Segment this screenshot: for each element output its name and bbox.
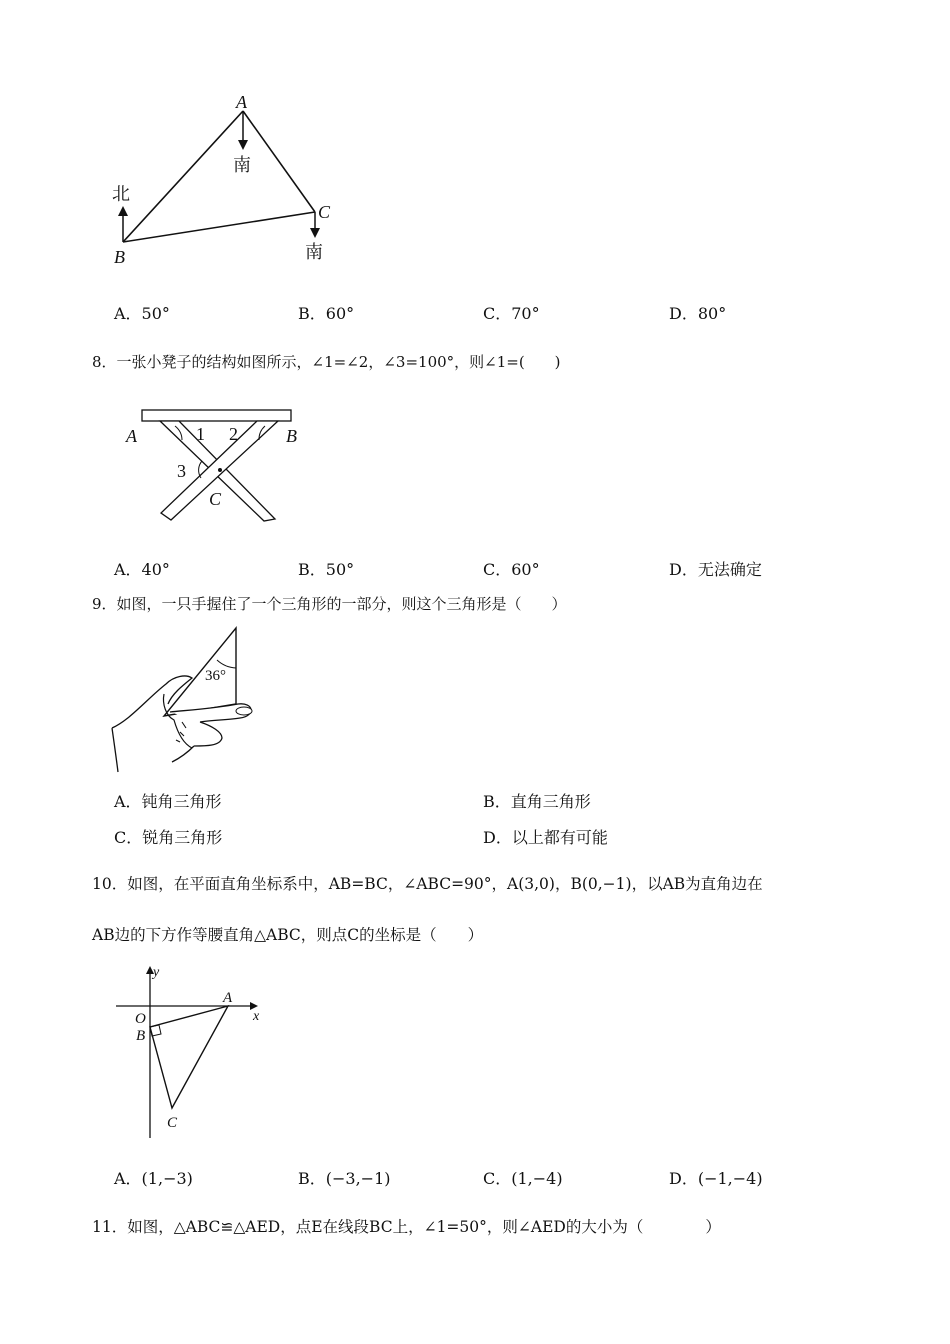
- q10-option-c[interactable]: C．(1,−4): [483, 1169, 563, 1188]
- q7-option-c[interactable]: C．70°: [483, 304, 540, 323]
- south-label-c: 南: [305, 242, 323, 263]
- q9-option-b[interactable]: B．直角三角形: [483, 792, 591, 811]
- figure-q7-triangle: [100, 88, 340, 273]
- q10-stem-line2: AB边的下方作等腰直角△ABC，则点C的坐标是（ ）: [92, 926, 484, 944]
- q10-text-line1: 如图，在平面直角坐标系中，AB=BC，∠ABC=90°，A(3,0)，B(0,−1)，以AB为直角边在: [127, 875, 763, 893]
- vertex-c-label: C: [318, 202, 331, 222]
- angle-36-label: 36°: [205, 668, 226, 684]
- q8-option-b[interactable]: B．50°: [298, 560, 355, 579]
- angle-1-label: 1: [196, 424, 205, 444]
- q11-stem: [92, 1217, 721, 1237]
- q8-option-d[interactable]: D．无法确定: [669, 560, 762, 579]
- q9-option-a[interactable]: A．钝角三角形: [114, 792, 222, 811]
- q8-stem: [92, 352, 561, 372]
- q11-text: 如图，△ABC≌△AED，点E在线段BC上，∠1=50°，则∠AED的大小为（ ）: [127, 1218, 721, 1236]
- stool-a-label: A: [126, 426, 137, 446]
- angle-3-label: 3: [177, 461, 186, 481]
- q8-number: 8．: [92, 353, 117, 371]
- q7-option-d[interactable]: D．80°: [669, 304, 727, 323]
- axis-y-label: y: [153, 965, 160, 980]
- vertex-a-label: A: [236, 92, 247, 112]
- origin-o-label: O: [135, 1011, 146, 1027]
- point-b-label: B: [136, 1028, 146, 1044]
- q7-option-b[interactable]: B．60°: [298, 304, 355, 323]
- q10-option-d[interactable]: D．(−1,−4): [669, 1169, 763, 1188]
- point-a-label: A: [223, 990, 233, 1006]
- q9-stem: [92, 594, 567, 614]
- q7-option-a[interactable]: A．50°: [114, 304, 170, 323]
- q9-option-d[interactable]: D．以上都有可能: [483, 828, 608, 847]
- point-c-label: C: [167, 1115, 178, 1131]
- stool-b-label: B: [286, 426, 297, 446]
- q9-text: 如图，一只手握住了一个三角形的一部分，则这个三角形是（ ）: [116, 595, 567, 613]
- south-label-a: 南: [233, 155, 251, 176]
- stool-c-label: C: [209, 489, 222, 509]
- q8-option-c[interactable]: C．60°: [483, 560, 540, 579]
- figure-q10-coordinate-plane: [110, 960, 280, 1145]
- q10-stem-line1: [92, 874, 763, 894]
- north-label: 北: [112, 184, 130, 205]
- axis-x-label: x: [253, 1009, 260, 1024]
- figure-q8-stool: [120, 400, 320, 530]
- q9-number: 9．: [92, 595, 117, 613]
- q8-text: 一张小凳子的结构如图所示，∠1=∠2，∠3=100°，则∠1=( ): [116, 353, 561, 371]
- q9-option-c[interactable]: C．锐角三角形: [114, 828, 223, 847]
- vertex-b-label: B: [114, 247, 125, 267]
- q8-option-a[interactable]: A．40°: [114, 560, 170, 579]
- figure-q9-hand-triangle: [108, 624, 268, 776]
- q10-option-b[interactable]: B．(−3,−1): [298, 1169, 391, 1188]
- angle-2-label: 2: [229, 424, 238, 444]
- q11-number: 11．: [92, 1218, 128, 1236]
- q10-option-a[interactable]: A．(1,−3): [114, 1169, 193, 1188]
- q10-number: 10．: [92, 875, 128, 893]
